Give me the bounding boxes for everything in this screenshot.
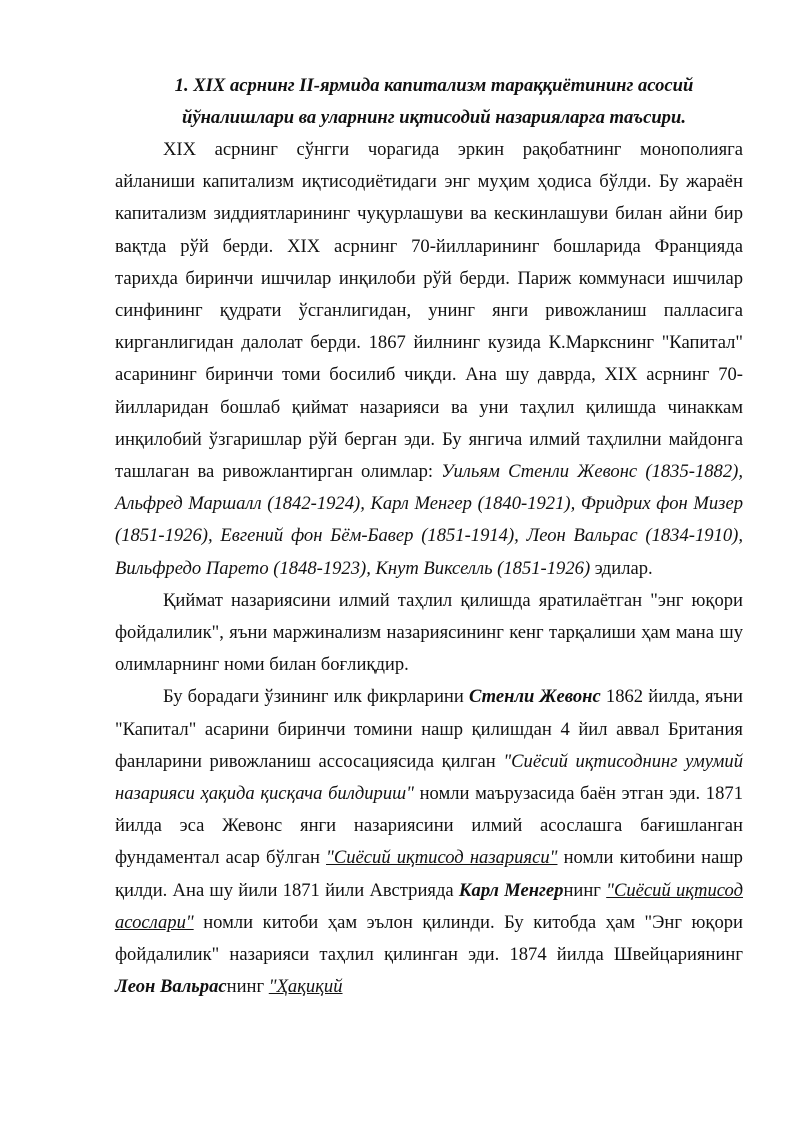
paragraph-2 [115,585,743,682]
name-jevons: Стенли Жевонс [468,686,601,708]
section-title-line-2: йўналишлари ва уларнинг иқтисодий назарияларга таъсири. [182,107,686,128]
paragraph-3-text-d: номли китобини нашр қилди. Ана шу йили 1871 йили Австрияда [115,847,743,901]
report-title: "Сиёсий иқтисоднинг умумий назарияси ҳақида қисқача билдириш" [115,750,743,805]
name-walras: Леон Вальрас [115,976,227,998]
book-title-walras: "Ҳақиқий [268,976,343,998]
paragraph-1 [115,134,743,585]
book-title-menger: "Сиёсий иқтисод асослари" [115,879,743,933]
paragraph-3-text-b: 1862 йилда, яъни "Капитал" асарини биринчи томини нашр қилишдан 4 йил аввал Британия фанларини ривожланиш ассосациясида қилган [115,686,744,772]
economists-list: Уильям Стенли Жевонс (1835-1882), Альфред Маршалл (1842-1924), Карл Менгер (1840-1921), Фридрих фон Мизер (1851-1926), Евгений фон Бём-Бавер (1851-1914), Леон Вальрас (1834-1910), Вильфредо Парето (1848-1923), Кнут Викселль (1851-1926) [115,461,743,579]
paragraph-3 [115,681,743,1003]
name-menger: Карл Менгер [458,879,564,901]
paragraph-3-text-a: Бу борадаги ўзининг илк фикрларини [163,686,469,708]
section-title [115,70,743,134]
paragraph-3-text-c: номли маърузасида баён этган эди. 1871 йилда эса Жевонс янги назариясини илмий асослашга бағишланган фундаментал асар бўлган [115,783,743,869]
paragraph-1-text-b: эдилар. [590,557,653,579]
paragraph-3-text-g: нинг [226,976,269,998]
book-title-jevons: "Сиёсий иқтисод назарияси" [326,847,558,869]
paragraph-2-text: Қиймат назариясини илмий таҳлил қилишда яратилаётган "энг юқори фойдалилик", яъни маржинализм назариясининг кенг тарқалиши ҳам мана шу олимларнинг номи билан боғлиқдир. [115,589,743,676]
paragraph-3-text-f: номли китоби ҳам эълон қилинди. Бу китобда ҳам "Энг юқори фойдалилик" назарияси таҳлил қилинган эди. 1874 йилда Швейцариянинг [115,911,743,966]
paragraph-3-text-e: нинг [563,879,607,901]
section-title-line-1: 1. XIX асрнинг II-ярмида капитализм тараққиётининг асосий [174,75,694,96]
paragraph-1-text-a: XIX асрнинг сўнгги чорагида эркин рақобатнинг монополияга айланиши капитализм иқтисодиётидаги энг муҳим ҳодиса бўлди. Бу жараён капитализм зиддиятларининг чуқурлашуви ва кескинлашуви билан айни бир вақтда рўй берди. XIX асрнинг 70-йилларининг бошларида Францияда тарихда биринчи ишчилар инқилоби рўй берди. Париж коммунаси ишчилар синфининг қудрати ўсганлигидан, унинг янги ривожланиш палласига кирганлигидан далолат берди. 1867 йилнинг кузида К.Маркснинг "Капитал" асарининг биринчи томи босилиб чиқди. Ана шу даврда, XIX асрнинг 70-йилларидан бошлаб қиймат назарияси ва уни таҳлил қилишда чинаккам инқилобий ўзгаришлар рўй берган эди. Бу янгича илмий таҳлилни майдонга ташлаган ва ривожлантирган олимлар: [115,139,743,483]
